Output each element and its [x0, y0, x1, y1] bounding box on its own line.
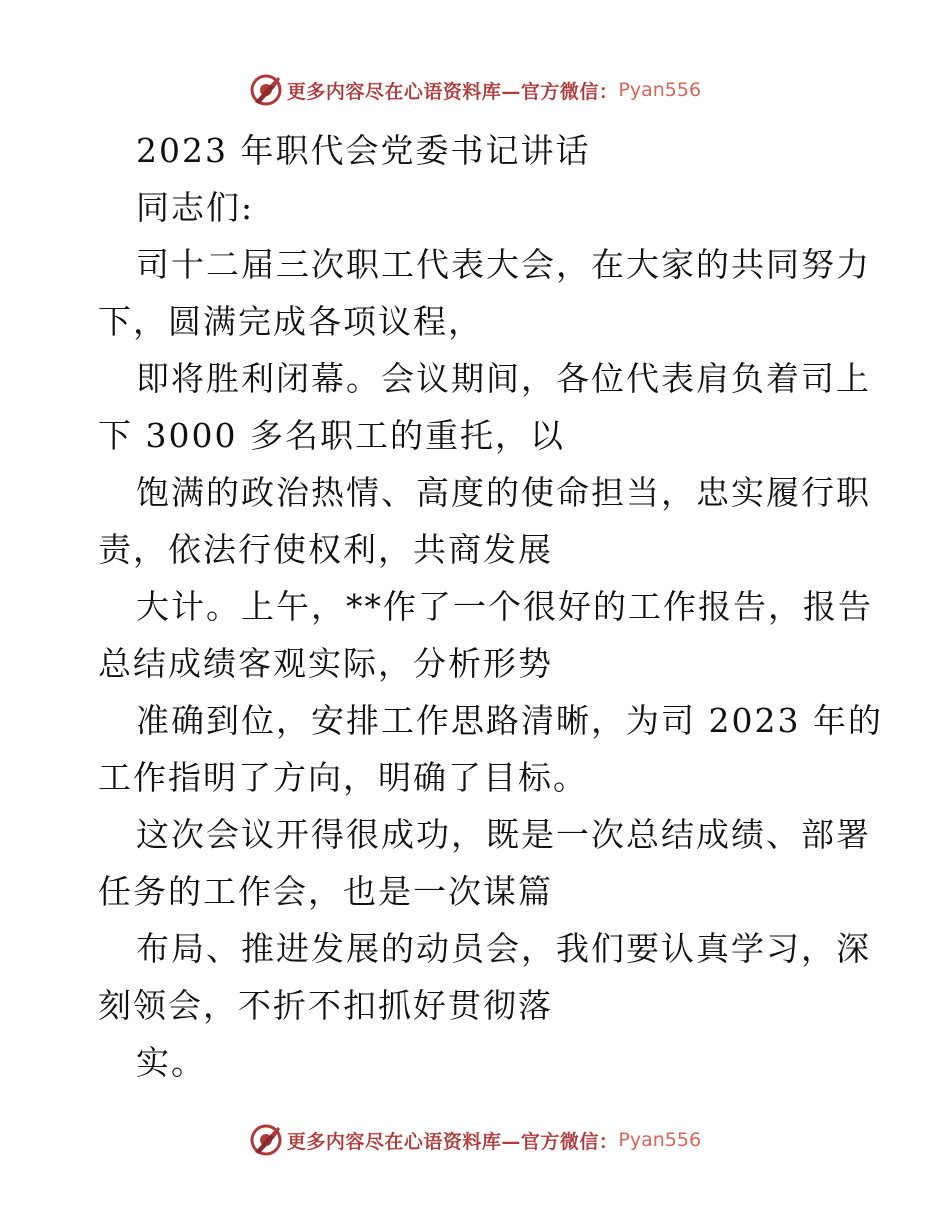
watermark-header — [0, 70, 950, 110]
salutation: 同志们: — [136, 188, 255, 227]
text-line: 下，圆满完成各项议程， — [98, 302, 483, 341]
text-line: 总结成绩客观实际，分析形势 — [98, 644, 553, 683]
brush-logo-icon — [249, 73, 283, 107]
text-line: 布局、推进发展的动员会，我们要认真学习，深 — [136, 929, 871, 968]
text-line: 下 3000 多名职工的重托，以 — [98, 416, 565, 455]
text-line: 责，依法行使权利，共商发展 — [98, 530, 553, 569]
document-body — [98, 122, 883, 1091]
text-line: 工作指明了方向，明确了目标。 — [98, 758, 588, 797]
text-line: 实。 — [136, 1043, 206, 1082]
watermark-footer — [0, 1120, 950, 1160]
text-line: 刻领会，不折不扣抓好贯彻落 — [98, 986, 553, 1025]
text-line: 准确到位，安排工作思路清晰，为司 2023 年的 — [136, 701, 883, 740]
document-title: 2023 年职代会党委书记讲话 — [136, 131, 591, 170]
text-line: 任务的工作会，也是一次谋篇 — [98, 872, 553, 911]
text-line: 即将胜利闭幕。会议期间，各位代表肩负着司上 — [136, 359, 871, 398]
text-line: 大计。上午，**作了一个很好的工作报告，报告 — [136, 587, 873, 626]
text-line: 这次会议开得很成功，既是一次总结成绩、部署 — [136, 815, 871, 854]
watermark-wechat-id: Pyan556 — [618, 79, 702, 101]
text-line: 司十二届三次职工代表大会，在大家的共同努力 — [136, 245, 871, 284]
brush-logo-icon — [249, 1123, 283, 1157]
watermark-text: 更多内容尽在心语资料库—官方微信： — [286, 80, 619, 103]
text-line: 饱满的政治热情、高度的使命担当，忠实履行职 — [136, 473, 871, 512]
watermark-wechat-id: Pyan556 — [618, 1129, 702, 1151]
watermark-text: 更多内容尽在心语资料库—官方微信： — [286, 1130, 619, 1153]
